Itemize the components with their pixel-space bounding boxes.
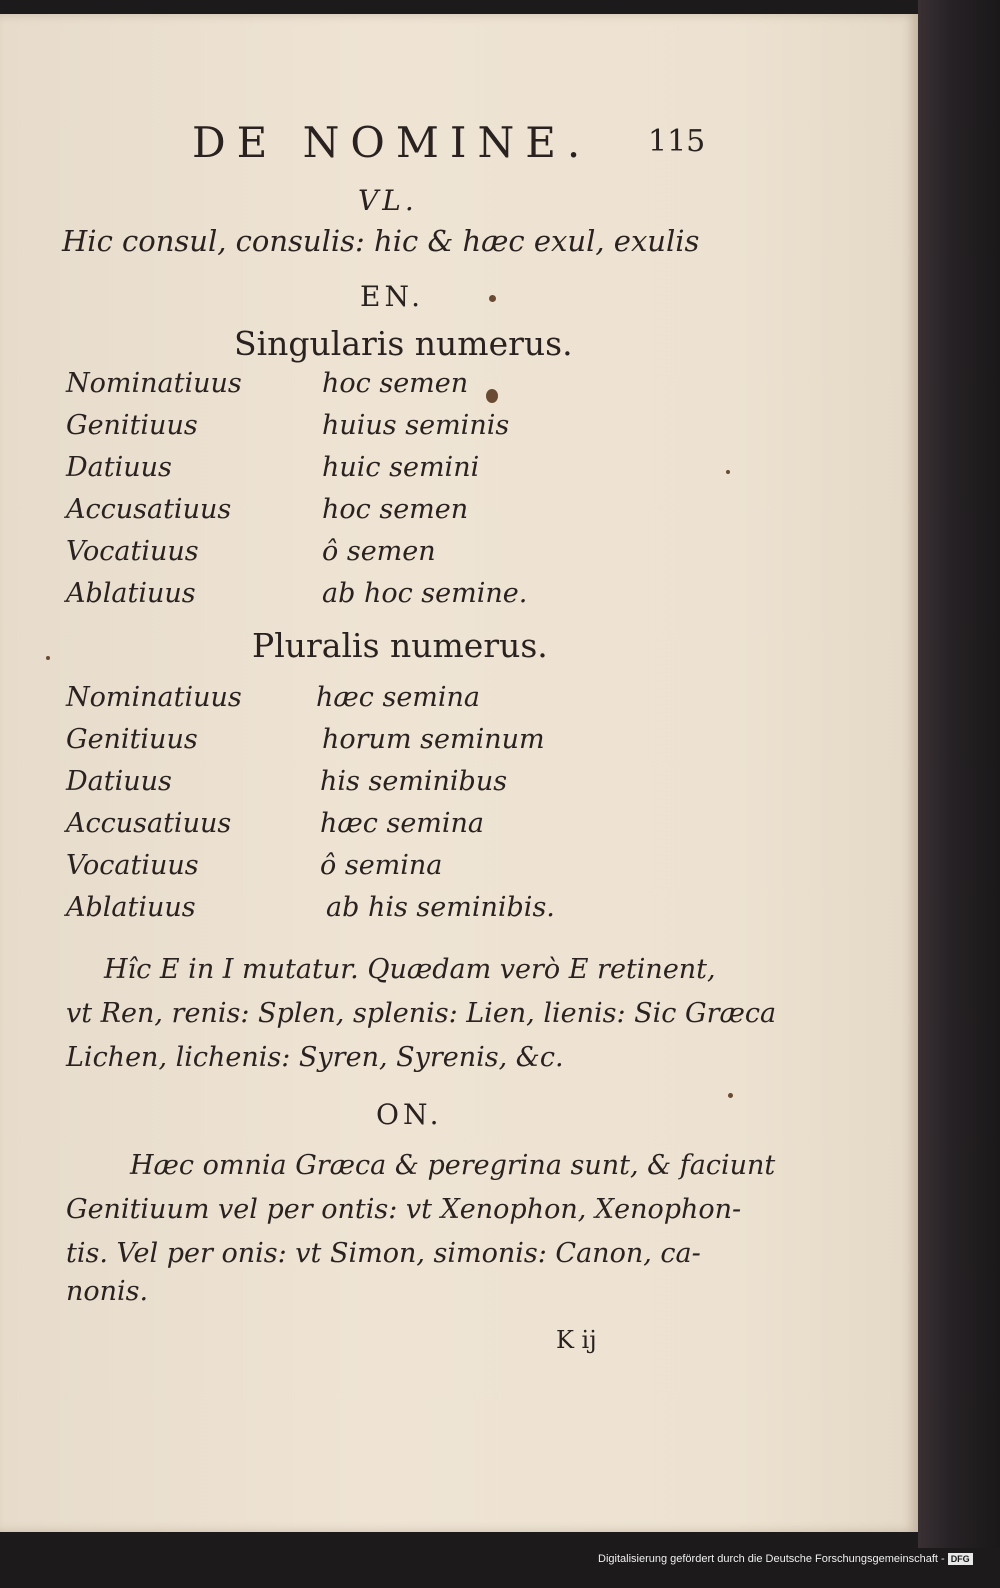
plural-case-nominative: Nominatiuus <box>66 682 242 713</box>
plural-form-nominative: hæc semina <box>316 682 481 713</box>
en-note-line-3: Lichen, lichenis: Syren, Syrenis, &c. <box>66 1042 564 1073</box>
ink-spot <box>728 1093 733 1098</box>
credit-text: Digitalisierung gefördert durch die Deutsche Forschungsgemeinschaft - <box>598 1553 945 1565</box>
on-note-line-3: tis. Vel per onis: vt Simon, simonis: Canon, ca- <box>66 1238 701 1269</box>
singular-case-dative: Datiuus <box>66 452 172 483</box>
signature-mark: K ij <box>556 1326 597 1354</box>
on-note-line-1: Hæc omnia Græca & peregrina sunt, & faciunt <box>130 1150 776 1181</box>
en-note-line-1: Hîc E in I mutatur. Quædam verò E retinent, <box>104 954 716 985</box>
ink-spot <box>486 389 498 403</box>
singular-form-dative: huic semini <box>322 452 480 483</box>
plural-case-accusative: Accusatiuus <box>66 808 232 839</box>
plural-form-genitive: horum seminum <box>322 724 545 755</box>
singular-case-accusative: Accusatiuus <box>66 494 232 525</box>
singular-form-ablative: ab hoc semine. <box>322 578 528 609</box>
ink-spot <box>726 470 730 474</box>
section-heading-on: ON. <box>376 1098 443 1131</box>
section-heading-en: EN. <box>360 280 425 313</box>
singular-form-nominative: hoc semen <box>322 368 469 399</box>
vl-example: Hic consul, consulis: hic & hæc exul, exulis <box>62 224 700 258</box>
plural-case-vocative: Vocatiuus <box>66 850 199 881</box>
ink-spot <box>489 295 496 302</box>
plural-form-vocative: ô semina <box>320 850 443 881</box>
section-heading-vl: VL. <box>358 184 418 217</box>
ink-spot <box>46 656 50 660</box>
plural-case-genitive: Genitiuus <box>66 724 198 755</box>
en-note-line-2: vt Ren, renis: Splen, splenis: Lien, lienis: Sic Græca <box>66 998 777 1029</box>
singular-form-genitive: huius seminis <box>322 410 510 441</box>
singular-case-nominative: Nominatiuus <box>66 368 242 399</box>
singular-form-accusative: hoc semen <box>322 494 469 525</box>
singular-form-vocative: ô semen <box>322 536 436 567</box>
running-title: DE NOMINE. <box>192 118 592 167</box>
singular-case-genitive: Genitiuus <box>66 410 198 441</box>
on-note-line-2: Genitiuum vel per ontis: vt Xenophon, Xenophon- <box>66 1194 742 1225</box>
singular-case-ablative: Ablatiuus <box>66 578 196 609</box>
plural-form-dative: his seminibus <box>320 766 508 797</box>
plural-form-accusative: hæc semina <box>320 808 485 839</box>
dfg-logo: DFG <box>948 1553 973 1565</box>
plural-case-dative: Datiuus <box>66 766 172 797</box>
singular-case-vocative: Vocatiuus <box>66 536 199 567</box>
plural-title: Pluralis numerus. <box>252 626 548 665</box>
plural-case-ablative: Ablatiuus <box>66 892 196 923</box>
book-binding <box>918 0 1000 1548</box>
page-number: 115 <box>648 124 706 159</box>
on-note-line-4: nonis. <box>66 1276 149 1307</box>
singular-title: Singularis numerus. <box>234 324 573 363</box>
digitization-credit <box>598 1553 973 1565</box>
plural-form-ablative: ab his seminibis. <box>326 892 555 923</box>
